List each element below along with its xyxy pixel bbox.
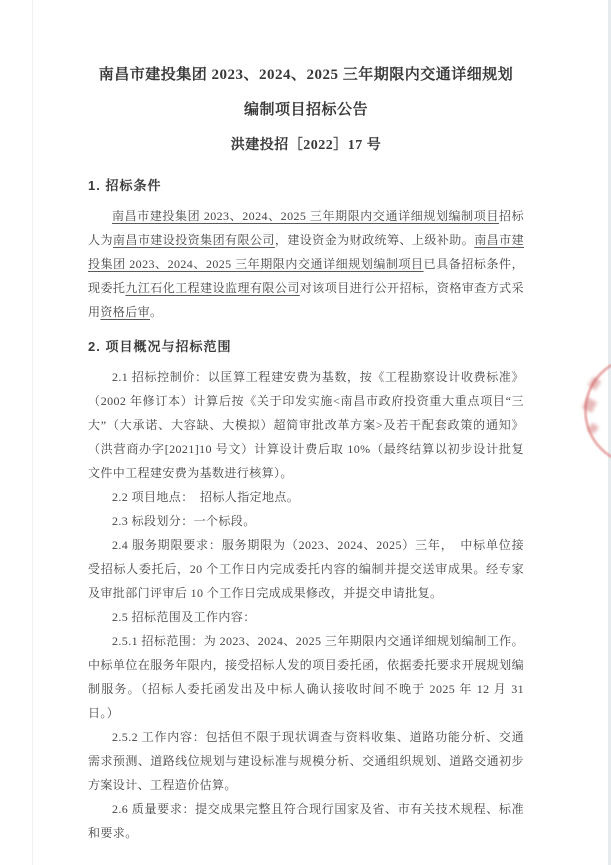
underlined-text: 南昌市建投集团 2023、2024、2025 三年期限内交通详细规划编制项目 [88,233,524,271]
text-run: 2.6 质量要求：提交成果完整且符合现行国家及省、市有关技术规程、标准和要求。 [88,802,524,840]
paragraph [88,797,524,845]
paragraph [88,629,524,725]
text-run: 2.5 招标范围及工作内容： [112,610,256,624]
text-run: 2.1 招标控制价：以匡算工程建安费为基数，按《工程勘察设计收费标准》（2002 年修订本）计算后按《关于印发实施<南昌市政府投资重大重点项目“三大”（大承诺、大容缺、大模拟）超简审批改革方案>及若干配套政策的通知》（洪营商办字[2021]10 号文）计算设计费后取 10%（最终结算以初步设计批复文件中工程建安费为基数进行核算）。 [88,370,524,480]
text-run: 招标人为 [88,209,524,247]
doc-sections [88,177,524,845]
section-heading: 1. 招标条件 [88,178,162,193]
scan-left-edge-line [32,0,33,865]
doc-title-block [88,58,524,163]
text-run: 2.3 标段划分：一个标段。 [112,514,256,528]
doc-title-line-2: 编制项目招标公告 [243,102,368,118]
text-run: 。 [150,305,163,319]
text-run: 2.4 服务期限要求：服务期限为（2023、2024、2025）三年， 中标单位接受招标人委托后，20 个工作日内完成委托内容的编制并提交送审成果。经专家及审批部门评审后 10 个工作日完成成果修改，并提交申请批复。 [88,538,524,600]
underlined-text: 南昌市建设投资集团有限公司 [112,233,275,247]
text-run: ，建设资金为财政统筹、上级补助。 [274,233,475,247]
doc-number: 洪建投招［2022］17 号 [230,138,382,153]
paragraph [88,605,524,629]
document-content [88,58,524,845]
underlined-text: 九江石化工程建设监理有限公司 [125,281,300,295]
paragraph [88,365,524,485]
text-run: 2.5.2 工作内容：包括但不限于现状调查与资料收集、道路功能分析、交通需求预测、道路线位规划与建设标准与规模分析、交通组织规划、道路交通初步方案设计、工程造价估算。 [88,730,524,792]
underlined-text: 南昌市建投集团 2023、2024、2025 三年期限内交通详细规划编制项目 [112,209,499,223]
paragraph [88,509,524,533]
underlined-text: 资格后审 [100,305,151,319]
text-run: 2.5.1 招标范围：为 2023、2024、2025 三年期限内交通详细规划编制工作。中标单位在服务年限内，接受招标人发的项目委托函，依据委托要求开展规划编制服务。（招标人委托函发出及中标人确认接收时间不晚于 2025 年 12 月 31 日。） [88,634,524,720]
text-run: 对该项目进行公开招标，资格审查方式采用 [88,281,525,319]
paragraph [88,725,524,797]
text-run: 2.2 项目地点： 招标人指定地点。 [112,490,300,504]
paragraph [88,204,524,324]
text-run: 已具备招标条件，现委托 [88,257,524,295]
paragraph [88,485,524,509]
section-heading: 2. 项目概况与招标范围 [88,339,232,354]
paragraph [88,533,524,605]
doc-title-line-1: 南昌市建投集团 2023、2024、2025 三年期限内交通详细规划 [98,67,514,83]
